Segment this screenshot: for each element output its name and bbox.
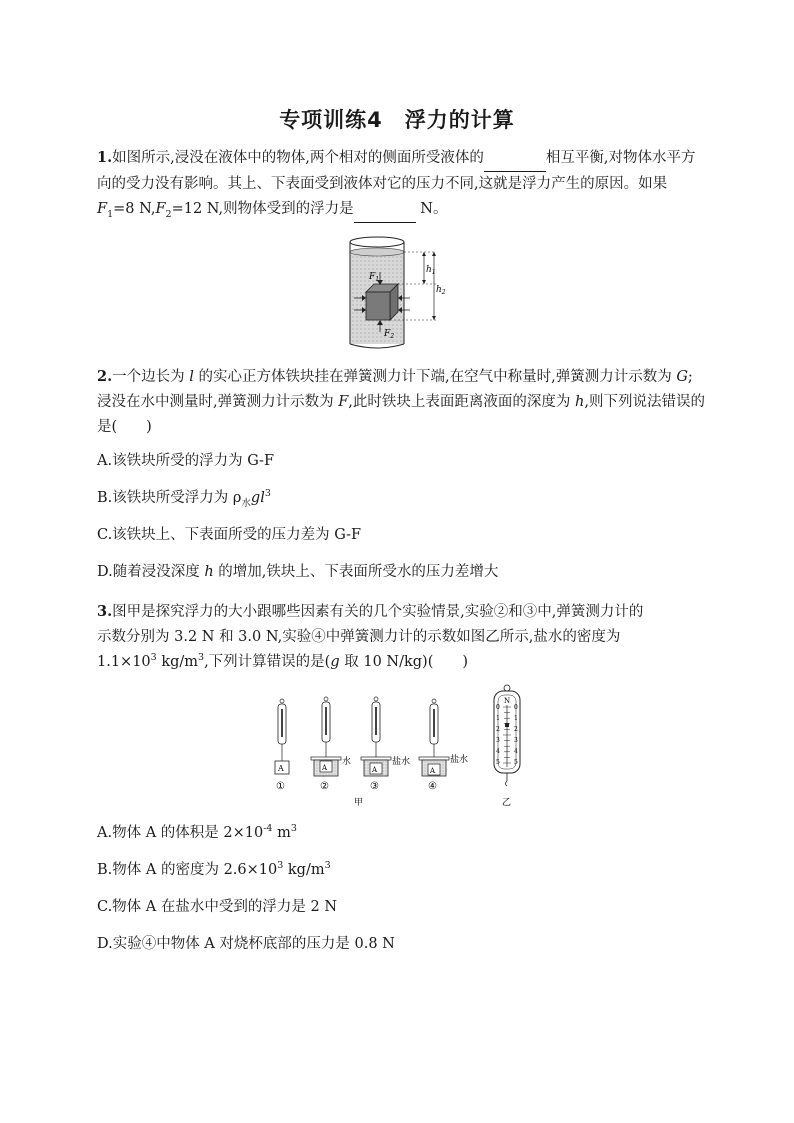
question-1	[97, 145, 707, 223]
q3-text-3c: ,下列计算错误的是(	[204, 654, 331, 670]
question-number: 2.	[97, 368, 113, 385]
option-a-a: A.物体 A 的体积是 2×10	[97, 825, 264, 841]
question-3	[97, 599, 707, 675]
option-b-b: kg/m	[283, 862, 325, 878]
q3-sup-1: 3	[150, 652, 157, 664]
symbol-f: F	[338, 394, 349, 410]
f2-symbol: F	[155, 201, 166, 217]
option-b-sup: 3	[264, 488, 271, 500]
experiment-2	[311, 697, 351, 792]
q1-text-b: 相互平衡,对物体水平方向的受力没有影响。其上、下表面受到液体对它的压力不同,这就是浮力产生的原因。如果	[97, 150, 696, 192]
scale-tick-2-right: 2	[514, 726, 518, 733]
option-a-sup: -4	[263, 823, 273, 835]
label-1: ①	[276, 781, 285, 792]
label-h2: $h_2$	[436, 285, 446, 296]
label-f2: $F_2$	[384, 329, 395, 340]
q2-text-5: ,则下列说法错误的是( )	[97, 394, 705, 435]
q3-line-2: 示数分别为 3.2 N 和 3.0 N,实验④中弹簧测力计的示数如图乙所示,盐水的密度为	[97, 629, 621, 645]
q3-sup-2: 3	[198, 652, 205, 664]
page-title: 专项训练4 浮力的计算	[279, 108, 515, 132]
q2-option-a[interactable]: A.该铁块所受的浮力为 G-F	[97, 453, 275, 469]
scale-tick-0-right: 0	[514, 704, 518, 711]
scale-tick-0: 0	[496, 704, 500, 711]
scale-tick-3: 3	[496, 737, 500, 744]
scale-unit: N	[504, 697, 511, 705]
block-a: A	[278, 764, 284, 773]
question-number: 3.	[97, 603, 113, 620]
f1-subscript: 1	[107, 208, 114, 220]
symbol-l: l	[189, 369, 194, 385]
option-d-h: h	[204, 564, 214, 580]
label-3: ③	[370, 781, 379, 792]
figure-1-cylinder	[344, 232, 454, 352]
scale-tick-5: 5	[496, 759, 500, 766]
option-b-a: B.物体 A 的密度为 2.6×10	[97, 862, 278, 878]
scale-tick-2: 2	[496, 726, 500, 733]
q3-option-d[interactable]: D.实验④中物体 A 对烧杯底部的压力是 0.8 N	[97, 936, 395, 952]
q1-text-c: N。	[415, 201, 448, 217]
scale-tick-5-right: 5	[514, 759, 518, 766]
q2-option-b[interactable]	[97, 487, 271, 509]
block-a: A	[322, 764, 328, 772]
option-b-sup: 3	[277, 860, 284, 872]
experiment-3	[361, 697, 410, 792]
f1-symbol: F	[97, 201, 108, 217]
q2-option-c[interactable]: C.该铁块上、下表面所受的压力差为 G-F	[97, 527, 362, 543]
symbol-h: h	[575, 394, 585, 410]
q3-text-1: 图甲是探究浮力的大小跟哪些因素有关的几个实验情景,实验②和③中,弹簧测力计的	[112, 604, 644, 620]
q1-eq1: =8 N,	[113, 201, 156, 217]
answer-blank-2[interactable]	[354, 197, 416, 223]
question-2	[97, 364, 707, 440]
experiment-4	[419, 699, 468, 792]
block-a: A	[372, 766, 378, 774]
option-d-a: D.随着浸没深度	[97, 564, 205, 580]
q3-line-1	[97, 599, 707, 625]
symbol-g-lower: g	[330, 654, 340, 670]
label-salt-water: 盐水	[392, 757, 411, 767]
q2-option-d[interactable]	[97, 561, 498, 583]
q2-text-3: ;浸没在水中测量时,弹簧测力计示数为	[97, 369, 693, 410]
q3-option-b[interactable]	[97, 859, 331, 881]
scale-tick-4-right: 4	[514, 748, 518, 755]
block-a: A	[430, 767, 436, 775]
q1-text-a: 如图所示,浸没在液体中的物体,两个相对的侧面所受液体的	[112, 150, 484, 166]
question-number: 1.	[97, 149, 113, 166]
scale-tick-1-right: 1	[514, 715, 518, 722]
q3-line-3	[97, 650, 707, 675]
q3-text-3d: 取 10 N/kg)( )	[339, 654, 469, 670]
label-h1: $h_1$	[426, 265, 436, 276]
option-b-gl: gl	[250, 490, 265, 506]
q3-option-a[interactable]	[97, 822, 297, 844]
scale-tick-4: 4	[496, 748, 500, 755]
option-a-b: m	[272, 825, 291, 841]
q2-text-2: 的实心正方体铁块挂在弹簧测力计下端,在空气中称量时,弹簧测力计示数为	[193, 369, 677, 385]
answer-blank-1[interactable]	[484, 146, 546, 172]
option-b-sup2: 3	[324, 860, 331, 872]
label-f1: $F_1$	[369, 272, 380, 283]
q3-option-c[interactable]: C.物体 A 在盐水中受到的浮力是 2 N	[97, 899, 338, 915]
experiment-1	[275, 699, 289, 792]
label-jia: 甲	[354, 798, 364, 808]
option-b-sub: 水	[241, 497, 251, 509]
label-2: ②	[320, 781, 329, 792]
scale-tick-1: 1	[496, 715, 500, 722]
q2-text-4: ,此时铁块上表面距离液面的深度为	[348, 394, 575, 410]
scale-tick-3-right: 3	[514, 737, 518, 744]
q3-text-3b: kg/m	[156, 654, 199, 670]
q1-eq2: =12 N,则物体受到的浮力是	[171, 201, 354, 217]
figure-3-experiments	[262, 683, 532, 811]
label-yi: 乙	[502, 798, 512, 808]
symbol-g: G	[676, 369, 688, 385]
option-d-b: 的增加,铁块上、下表面所受水的压力差增大	[213, 564, 499, 580]
q2-text-1: 一个边长为	[112, 369, 190, 385]
label-water: 水	[342, 757, 352, 767]
label-4: ④	[428, 781, 437, 792]
option-b-prefix: B.该铁块所受浮力为 ρ	[97, 490, 242, 506]
spring-scale-yi	[494, 685, 520, 808]
f2-subscript: 2	[165, 208, 172, 220]
q3-text-3a: 1.1×10	[97, 654, 151, 670]
label-salt-water-2: 盐水	[450, 755, 469, 765]
option-a-sup2: 3	[290, 823, 297, 835]
